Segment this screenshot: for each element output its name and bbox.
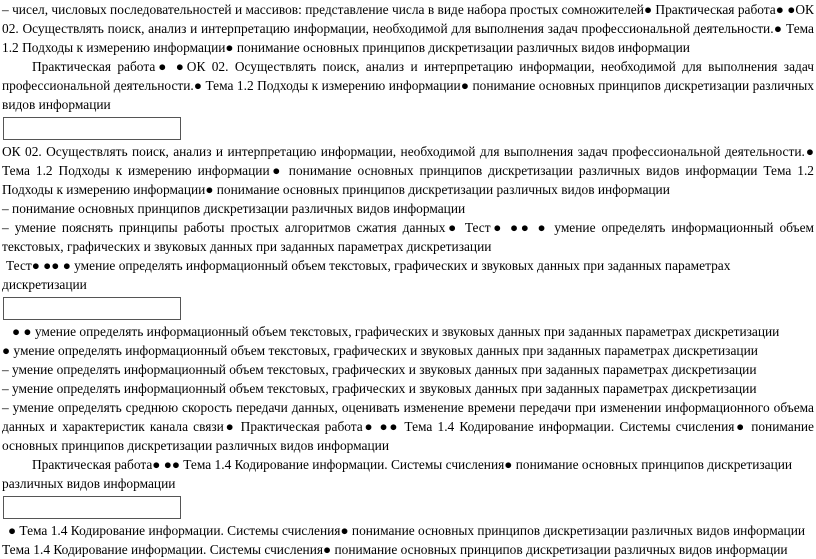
paragraph-4: – понимание основных принципов дискретизации различных видов информации [2,201,466,216]
paragraph-2: Практическая работа● ●ОК 02. Осуществлять поиск, анализ и интерпретацию информации, необходимой для выполнения задач профессиональной деятельности.● Тема 1.2 Подходы к измерению информации● понимание основных принципов дискретизации различных видов информации [2,59,814,112]
blank-field-3[interactable] [3,496,181,519]
paragraph-6: Тест● ●● ● умение определять информационный объем текстовых, графических и звуковых данных при заданных параметрах дискретизации [2,258,731,292]
paragraph-10: – умение определять информационный объем текстовых, графических и звуковых данных при заданных параметрах дискретизации [2,381,757,396]
paragraph-3: ОК 02. Осуществлять поиск, анализ и интерпретацию информации, необходимой для выполнения задач профессиональной деятельности.● Тема 1.2 Подходы к измерению информации● понимание основных принципов дискретизации различных видов информации Тема 1.2 Подходы к измерению информации● понимание основных принципов дискретизации различных видов информации [2,144,814,197]
paragraph-12: Практическая работа● ●● Тема 1.4 Кодирование информации. Системы счисления● понимание основных принципов дискретизации различных видов информации [2,457,793,491]
paragraph-11: – умение определять среднюю скорость передачи данных, оценивать изменение времени передачи при изменении информационного объема данных и характеристик канала связи● Практическая работа● ●● Тема 1.4 Кодирование информации. Системы счисления● понимание основных принципов дискретизации различных видов информации [2,400,814,453]
paragraph-9: – умение определять информационный объем текстовых, графических и звуковых данных при заданных параметрах дискретизации [2,362,757,377]
paragraph-14: Тема 1.4 Кодирование информации. Системы счисления● понимание основных принципов дискретизации различных видов информации [2,542,788,557]
paragraph-1: – чисел, числовых последовательностей и массивов: представление числа в виде набора простых сомножителей● Практическая работа● ●ОК 02. Осуществлять поиск, анализ и интерпретацию информации, необходимой для выполнения задач профессиональной деятельности.● Тема 1.2 Подходы к измерению информации● понимание основных принципов дискретизации различных видов информации [2,2,814,55]
paragraph-7: ● ● умение определять информационный объем текстовых, графических и звуковых данных при заданных параметрах дискретизации [12,324,780,339]
blank-field-1[interactable] [3,117,181,140]
paragraph-13: ● Тема 1.4 Кодирование информации. Системы счисления● понимание основных принципов дискретизации различных видов информации [8,523,806,538]
blank-field-2[interactable] [3,297,181,320]
paragraph-8: ● умение определять информационный объем текстовых, графических и звуковых данных при заданных параметрах дискретизации [2,343,758,358]
paragraph-5: – умение пояснять принципы работы простых алгоритмов сжатия данных● Тест● ●● ● умение определять информационный объем текстовых, графических и звуковых данных при заданных параметрах дискретизации [2,220,814,254]
